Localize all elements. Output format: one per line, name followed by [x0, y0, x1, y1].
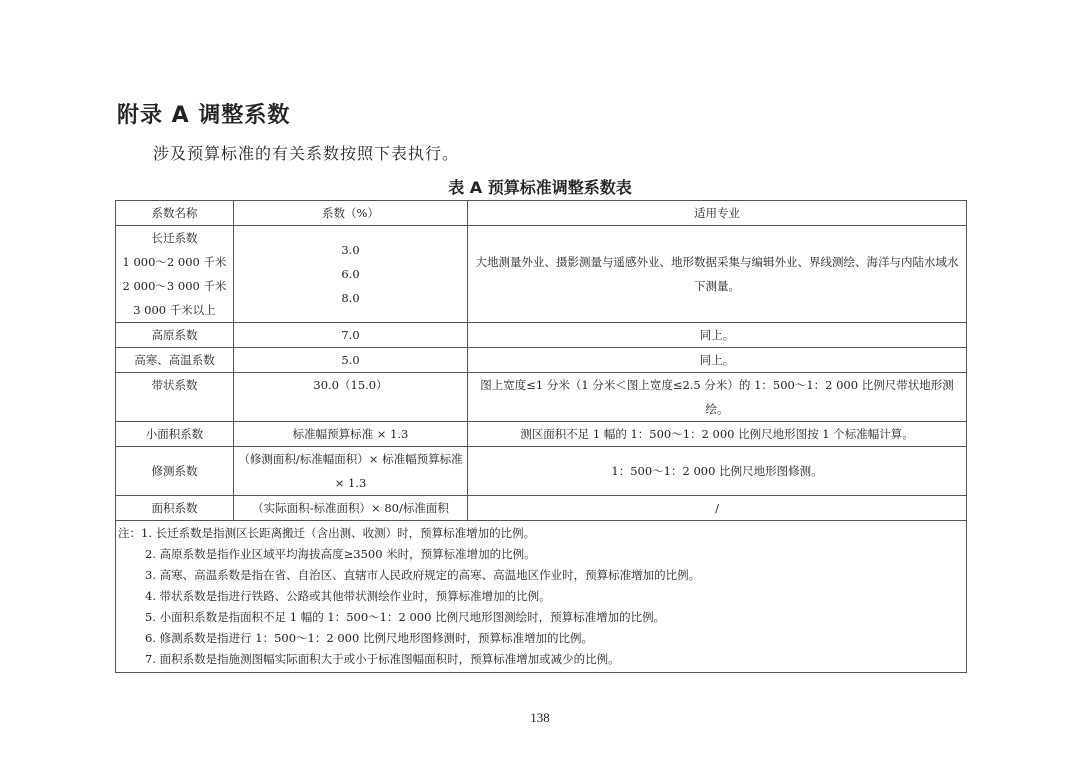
intro-paragraph: 涉及预算标准的有关系数按照下表执行。 — [153, 144, 460, 163]
row-strip-value: 30.0（15.0） — [234, 373, 468, 422]
row-long-scope: 大地测量外业、摄影测量与遥感外业、地形数据采集与编辑外业、界线测绘、海洋与内陆水域水下测量。 — [468, 226, 967, 323]
row-long-value: 8.0 — [341, 291, 360, 305]
notes-row — [116, 521, 967, 673]
row-area-scope: / — [468, 496, 967, 521]
row-area-value: （实际面积-标准面积）× 80/标准面积 — [234, 496, 468, 521]
row-long-values — [234, 226, 468, 323]
row-cold-scope: 同上。 — [468, 348, 967, 373]
row-long-name-line: 2 000～3 000 千米 — [122, 279, 227, 293]
row-revise-scope: 1：500～1：2 000 比例尺地形图修测。 — [468, 447, 967, 496]
note-line: 2. 高原系数是指作业区域平均海拔高度≥3500 米时，预算标准增加的比例。 — [145, 547, 536, 561]
table-row — [116, 373, 967, 422]
table-row — [116, 226, 967, 323]
header-name: 系数名称 — [116, 201, 234, 226]
header-value: 系数（%） — [234, 201, 468, 226]
row-small-name: 小面积系数 — [116, 422, 234, 447]
row-long-name-line: 长迁系数 — [151, 231, 198, 245]
row-area-name: 面积系数 — [116, 496, 234, 521]
row-long-name — [116, 226, 234, 323]
note-line: 4. 带状系数是指进行铁路、公路或其他带状测绘作业时，预算标准增加的比例。 — [145, 589, 551, 603]
page-number: 138 — [530, 710, 550, 725]
row-small-value: 标准幅预算标准 × 1.3 — [234, 422, 468, 447]
row-strip-name: 带状系数 — [116, 373, 234, 422]
note-line: 7. 面积系数是指施测图幅实际面积大于或小于标准图幅面积时，预算标准增加或减少的比例。 — [145, 652, 620, 666]
notes-cell — [116, 521, 967, 673]
table-title: 表 A 预算标准调整系数表 — [448, 178, 632, 197]
note-line: 注：1. 长迁系数是指测区长距离搬迁（含出测、收测）时，预算标准增加的比例。 — [118, 526, 536, 540]
row-long-value: 6.0 — [341, 267, 360, 281]
row-long-name-line: 1 000～2 000 千米 — [122, 255, 227, 269]
table-row — [116, 323, 967, 348]
table-header-row — [116, 201, 967, 226]
row-strip-scope: 图上宽度≤1 分米（1 分米＜图上宽度≤2.5 分米）的 1：500～1：2 000 比例尺带状地形测绘。 — [468, 373, 967, 422]
table-row — [116, 422, 967, 447]
header-scope: 适用专业 — [468, 201, 967, 226]
note-line: 6. 修测系数是指进行 1：500～1：2 000 比例尺地形图修测时，预算标准增加的比例。 — [145, 631, 593, 645]
coefficient-table — [115, 200, 967, 673]
note-line: 5. 小面积系数是指面积不足 1 幅的 1：500～1：2 000 比例尺地形图测绘时，预算标准增加的比例。 — [145, 610, 666, 624]
table-row — [116, 348, 967, 373]
row-long-name-line: 3 000 千米以上 — [133, 303, 216, 317]
row-cold-value: 5.0 — [234, 348, 468, 373]
appendix-heading: 附录 A 调整系数 — [117, 103, 291, 128]
note-line: 3. 高寒、高温系数是指在省、自治区、直辖市人民政府规定的高寒、高温地区作业时，预算标准增加的比例。 — [145, 568, 701, 582]
row-small-scope: 测区面积不足 1 幅的 1：500～1：2 000 比例尺地形图按 1 个标准幅计算。 — [468, 422, 967, 447]
row-revise-value: （修测面积/标准幅面积）× 标准幅预算标准 × 1.3 — [234, 447, 468, 496]
row-plateau-value: 7.0 — [234, 323, 468, 348]
row-plateau-name: 高原系数 — [116, 323, 234, 348]
row-revise-name: 修测系数 — [116, 447, 234, 496]
table-row — [116, 447, 967, 496]
row-plateau-scope: 同上。 — [468, 323, 967, 348]
row-cold-name: 高寒、高温系数 — [116, 348, 234, 373]
row-long-value: 3.0 — [341, 243, 360, 257]
table-row — [116, 496, 967, 521]
